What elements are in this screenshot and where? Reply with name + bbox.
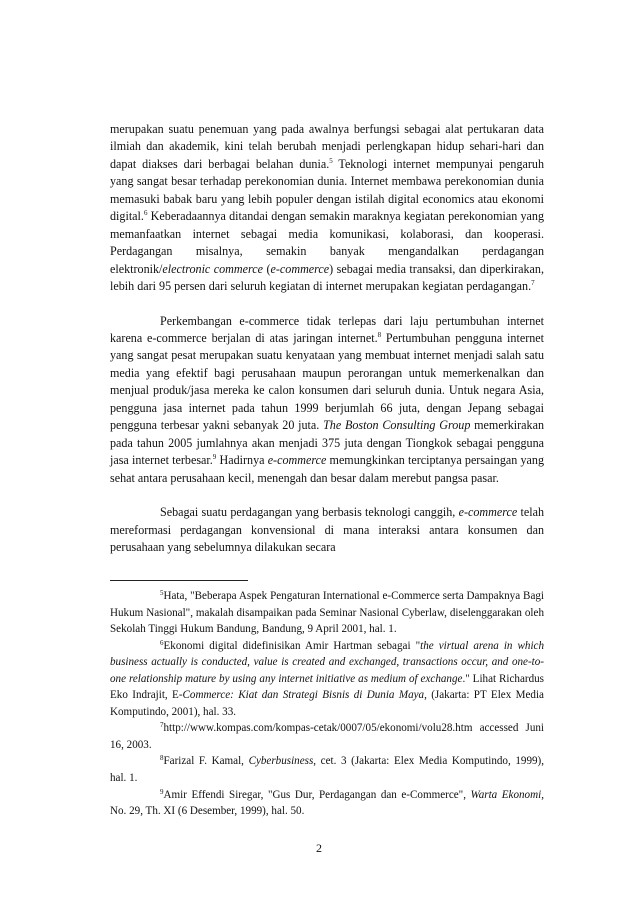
text-run: Hadirnya	[216, 453, 268, 468]
italic-text: e-commerce	[458, 505, 518, 520]
footnote-ref: 7	[531, 279, 535, 288]
page-number: 2	[316, 841, 322, 855]
footnote-9	[110, 787, 544, 820]
text-run: http://www.kompas.com/kompas-cetak/0007/05/ekonomi/volu28.htm accessed Juni 16, 2003.	[110, 722, 544, 751]
footnote-ref: 9	[212, 453, 217, 462]
paragraph-2	[110, 313, 544, 488]
text-run: , (Jakarta: PT Elex Media Komputindo, 2001), hal. 33.	[110, 689, 544, 718]
text-run: Hata, "Beberapa Aspek Pengaturan International e-Commerce serta Dampaknya Bagi Hukum Nasional", makalah disampaikan pada Seminar Nasional Cyberlaw, diselenggarakan oleh Sekolah Tinggi Hukum Bandung, Bandung, 9 April 2001, hal. 1.	[110, 590, 544, 636]
footnotes	[110, 588, 544, 820]
text-run: merupakan suatu penemuan yang pada awalnya berfungsi sebagai alat pertukaran data ilmiah dan akademik, kini telah berubah menjadi perlengkapan hidup sehari-hari dan dapat diakses dari berbagai belahan dunia.	[110, 122, 544, 171]
text-run: , No. 29, Th. XI (6 Desember, 1999), hal. 50.	[110, 788, 544, 818]
text-run: telah mereformasi perdagangan konvensional di mana interaksi antara konsumen dan perusahaan yang sebelumnya dilakukan secara	[110, 505, 544, 554]
footnote-number: 8	[160, 754, 164, 763]
footnote-text	[110, 789, 544, 818]
text-run: ." Lihat Richardus Eko Indrajit, E-	[110, 672, 544, 702]
text-run: memungkinkan terciptanya persaingan yang sehat antara perusahaan kecil, menengah dan besar dalam merebut pangsa pasar.	[110, 453, 544, 485]
body-text	[110, 121, 544, 556]
footnote-ref: 8	[377, 330, 382, 339]
text-run: Amir Effendi Siregar, "Gus Dur, Perdagangan dan e-Commerce",	[163, 788, 471, 801]
footnote-number: 7	[160, 721, 164, 730]
footnote-separator	[110, 580, 248, 581]
footnote-7	[110, 720, 544, 753]
italic-text: the virtual arena in which business actually is conducted, value is created and exchanged, transactions occur, and one-to-one relationship mature by using any internet initiative as medium of exchange	[110, 639, 545, 685]
footnote-ref: 5	[329, 156, 333, 165]
paragraph-1	[110, 121, 544, 296]
text-run: , cet. 3 (Jakarta: Elex Media Komputindo, 1999), hal. 1.	[110, 755, 544, 785]
italic-text: e-commerce	[267, 453, 327, 468]
footnote-ref: 6	[143, 209, 148, 218]
footnote-number: 6	[160, 638, 164, 647]
text-run: Ekonomi digital didefinisikan Amir Hartman sebagai "	[163, 639, 421, 652]
italic-text: e-commerce	[270, 261, 330, 276]
italic-text: The Boston Consulting Group	[323, 418, 471, 433]
text-run: ) sebagai media transaksi, dan diperkirakan, lebih dari 95 persen dari seluruh kegiatan di internet merupakan kegiatan perdagangan.	[110, 261, 544, 294]
footnote-text	[110, 722, 544, 751]
text-run: Teknologi internet mempunyai pengaruh yang sangat besar terhadap perekonomian dunia. Internet membawa perekonomian dunia memasuki babak baru yang lebih populer dengan istilah digital economics atau ekonomi digital.	[110, 156, 544, 224]
text-run: Sebagai suatu perdagangan yang berbasis teknologi canggih,	[160, 505, 459, 520]
footnote-text	[110, 755, 544, 784]
italic-text: electronic commerce	[162, 261, 264, 276]
paragraph-3	[110, 504, 544, 556]
footnote-number: 9	[160, 787, 164, 796]
footnote-5	[110, 588, 544, 638]
italic-text: Commerce: Kiat dan Strategi Bisnis di Dunia Maya	[182, 689, 425, 702]
text-run: memerkirakan pada tahun 2005 jumlahnya akan menjadi 375 juta dengan Tiongkok sebagai pengguna jasa internet terbesar.	[110, 418, 544, 468]
text-run: Pertumbuhan pengguna internet yang sangat pesat merupakan suatu kenyataan yang membuat internet menjadi salah satu media yang efektif bagi perusahaan maupun perorangan untuk memerkenalkan dan menjual produk/jasa mereka ke calon konsumen dari seluruh dunia. Untuk negara Asia, pengguna jasa internet pada tahun 1999 berjumlah 66 juta, dengan Jepang sebagai pengguna terbesar yakni sebanyak 20 juta.	[110, 330, 544, 433]
text-run: Keberadaannya ditandai dengan semakin maraknya kegiatan perekonomian yang memanfaatkan internet sebagai media komunikasi, kolaborasi, dan kooperasi. Perdagangan misalnya, semakin banyak mengandalkan perdagangan elektronik/	[110, 209, 544, 276]
footnote-text	[110, 590, 544, 635]
text-run: Farizal F. Kamal,	[163, 755, 249, 768]
footnote-8	[110, 753, 544, 786]
italic-text: Cyberbusiness	[248, 755, 314, 768]
footnote-text	[110, 640, 544, 718]
footnote-number: 5	[160, 589, 164, 597]
footnote-6	[110, 638, 544, 721]
text-run: (	[263, 261, 271, 276]
italic-text: Warta Ekonomi	[470, 788, 542, 801]
text-run: Perkembangan e-commerce tidak terlepas dari laju pertumbuhan internet karena e-commerce berjalan di atas jaringan internet.	[110, 313, 544, 345]
